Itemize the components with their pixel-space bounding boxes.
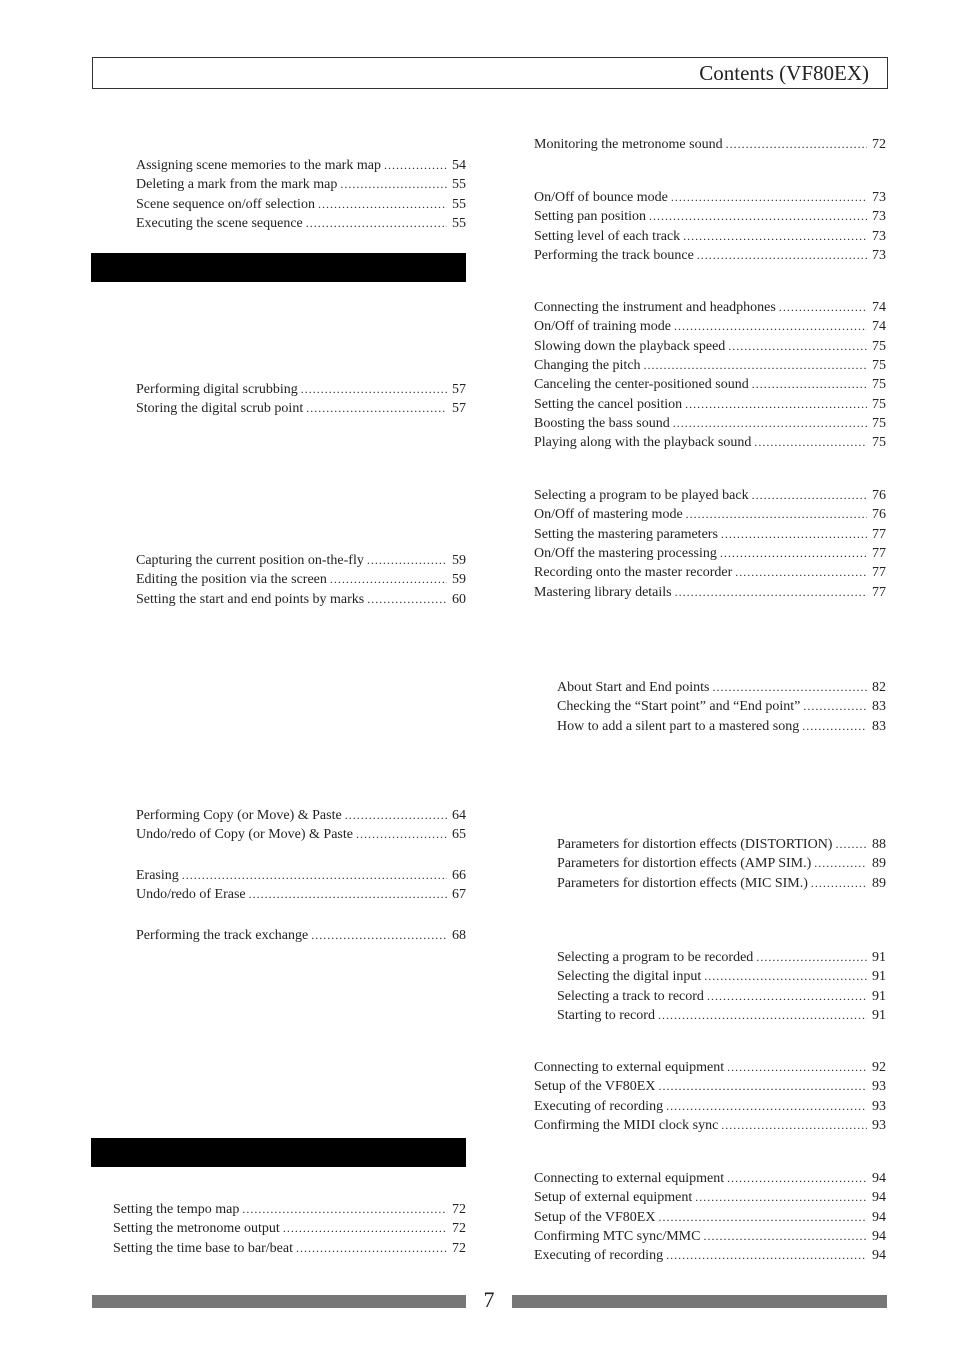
toc-entry[interactable]: [136, 380, 466, 399]
toc-entry-title: Confirming the MIDI clock sync: [534, 1117, 719, 1133]
dot-leader: [367, 551, 447, 570]
toc-entry-page: 55: [452, 196, 466, 212]
dot-leader: [384, 156, 447, 175]
toc-entry-title: Connecting the instrument and headphones: [534, 300, 776, 315]
toc-entry-title: On/Off of mastering mode: [534, 507, 683, 523]
toc-entry-title: Setting level of each track: [534, 228, 681, 244]
toc-entry-page: 72: [872, 137, 886, 152]
dot-leader: [249, 885, 447, 904]
toc-entry-title: Undo/redo of Copy (or Move) & Paste: [136, 827, 353, 843]
dot-leader: [814, 854, 867, 873]
toc-group-right: [534, 486, 886, 602]
toc-entry-title: Starting to record: [557, 1007, 655, 1023]
toc-group-right: [534, 298, 886, 452]
dot-leader: [658, 1208, 867, 1227]
toc-entry[interactable]: [113, 1219, 466, 1238]
toc-entry-title: Boosting the bass sound: [534, 415, 670, 431]
dot-leader: [704, 967, 867, 986]
toc-entry-title: Selecting a track to record: [557, 988, 704, 1004]
toc-entry[interactable]: [534, 1097, 886, 1116]
toc-entry-title: Parameters for distortion effects (MIC SIM.): [557, 875, 808, 891]
toc-entry-page: 94: [872, 1171, 886, 1186]
toc-entry[interactable]: [136, 926, 466, 945]
toc-entry[interactable]: [534, 414, 886, 433]
toc-entry-page: 64: [452, 808, 466, 823]
toc-entry-page: 94: [872, 1248, 886, 1264]
toc-entry[interactable]: [534, 433, 886, 452]
toc-entry-page: 57: [452, 382, 466, 397]
toc-entry[interactable]: [534, 563, 886, 582]
dot-leader: [182, 866, 447, 885]
toc-entry-title: Executing the scene sequence: [136, 215, 303, 231]
dot-leader: [686, 505, 867, 524]
dot-leader: [356, 825, 447, 844]
toc-entry-page: 83: [872, 718, 886, 734]
dot-leader: [779, 298, 867, 317]
toc-group-left: [136, 926, 466, 945]
toc-entry-title: Capturing the current position on-the-fly: [136, 553, 364, 568]
toc-entry[interactable]: [136, 551, 466, 570]
toc-entry-title: Executing of recording: [534, 1098, 664, 1114]
toc-entry-page: 89: [872, 875, 886, 891]
dot-leader: [803, 697, 867, 716]
toc-entry-title: About Start and End points: [557, 680, 710, 695]
dot-leader: [756, 948, 867, 967]
toc-entry-page: 59: [452, 572, 466, 588]
toc-entry-title: Performing digital scrubbing: [136, 382, 298, 397]
toc-entry[interactable]: [534, 1227, 886, 1246]
toc-entry-title: Erasing: [136, 868, 179, 883]
toc-entry-page: 74: [872, 300, 886, 315]
dot-leader: [707, 987, 867, 1006]
toc-entry[interactable]: [136, 175, 466, 194]
toc-entry-title: Setting pan position: [534, 209, 646, 225]
dot-leader: [727, 1058, 867, 1077]
toc-entry[interactable]: [136, 570, 466, 589]
toc-entry-title: Recording onto the master recorder: [534, 565, 733, 581]
toc-entry[interactable]: [136, 885, 466, 904]
toc-entry-page: 55: [452, 177, 466, 193]
toc-entry-page: 89: [872, 856, 886, 872]
toc-entry-title: Changing the pitch: [534, 357, 641, 373]
toc-entry-title: Setting the cancel position: [534, 396, 683, 412]
toc-entry-page: 94: [872, 1228, 886, 1244]
toc-entry-page: 75: [872, 415, 886, 431]
footer-bar-right: [512, 1295, 887, 1308]
toc-group-left: [136, 806, 466, 845]
toc-entry-title: Undo/redo of Erase: [136, 887, 246, 903]
toc-group-right: [557, 948, 886, 1025]
toc-entry[interactable]: [534, 298, 886, 317]
toc-entry-title: Mastering library details: [534, 584, 672, 600]
section-bar-top: [91, 253, 466, 282]
toc-entry[interactable]: [534, 337, 886, 356]
toc-entry-title: On/Off of bounce mode: [534, 190, 668, 205]
dot-leader: [835, 835, 867, 854]
toc-entry-title: Setup of the VF80EX: [534, 1209, 656, 1225]
toc-group-left: [136, 380, 466, 419]
toc-entry[interactable]: [534, 1188, 886, 1207]
toc-entry-page: 68: [452, 928, 466, 943]
dot-leader: [721, 525, 867, 544]
toc-entry-page: 73: [872, 247, 886, 263]
toc-entry-page: 88: [872, 837, 886, 852]
toc-entry-title: Storing the digital scrub point: [136, 401, 304, 417]
dot-leader: [752, 375, 867, 394]
toc-entry-title: Connecting to external equipment: [534, 1171, 725, 1186]
toc-entry-page: 72: [452, 1221, 466, 1237]
dot-leader: [802, 717, 867, 736]
toc-entry-title: Setup of the VF80EX: [534, 1079, 656, 1095]
toc-entry[interactable]: [136, 825, 466, 844]
dot-leader: [683, 227, 867, 246]
toc-entry[interactable]: [557, 874, 886, 893]
toc-entry-page: 60: [452, 591, 466, 607]
toc-entry[interactable]: [534, 486, 886, 505]
dot-leader: [658, 1077, 867, 1096]
toc-entry-title: Playing along with the playback sound: [534, 435, 752, 451]
toc-entry[interactable]: [557, 835, 886, 854]
dot-leader: [754, 433, 867, 452]
toc-entry[interactable]: [534, 375, 886, 394]
toc-entry[interactable]: [534, 1208, 886, 1227]
toc-entry-title: Slowing down the playback speed: [534, 338, 726, 354]
toc-entry[interactable]: [136, 866, 466, 885]
toc-entry-page: 76: [872, 488, 886, 503]
toc-entry-title: Monitoring the metronome sound: [534, 137, 723, 152]
dot-leader: [703, 1227, 867, 1246]
dot-leader: [720, 544, 867, 563]
toc-entry[interactable]: [534, 544, 886, 563]
dot-leader: [340, 175, 447, 194]
toc-entry-page: 93: [872, 1079, 886, 1095]
toc-entry-page: 76: [872, 507, 886, 523]
dot-leader: [721, 1116, 867, 1135]
toc-entry-title: Canceling the center-positioned sound: [534, 377, 749, 393]
toc-entry-page: 77: [872, 545, 886, 561]
toc-group-right: [534, 1058, 886, 1135]
dot-leader: [735, 563, 867, 582]
toc-entry-title: On/Off of training mode: [534, 319, 671, 335]
toc-entry[interactable]: [534, 395, 886, 414]
toc-entry-page: 77: [872, 565, 886, 581]
dot-leader: [318, 195, 447, 214]
toc-entry[interactable]: [534, 1058, 886, 1077]
header-box: [92, 57, 888, 89]
toc-entry[interactable]: [534, 135, 886, 154]
toc-entry[interactable]: [534, 1169, 886, 1188]
toc-entry-title: Parameters for distortion effects (DISTORTION): [557, 837, 833, 852]
toc-entry-title: Performing Copy (or Move) & Paste: [136, 808, 342, 823]
toc-entry-page: 91: [872, 988, 886, 1004]
dot-leader: [695, 1188, 867, 1207]
toc-entry-title: On/Off the mastering processing: [534, 545, 717, 561]
dot-leader: [697, 246, 867, 265]
page-title: Contents (VF80EX): [699, 61, 869, 85]
toc-entry-page: 75: [872, 377, 886, 393]
toc-entry[interactable]: [136, 806, 466, 825]
toc-entry[interactable]: [557, 697, 886, 716]
toc-entry-page: 77: [872, 526, 886, 542]
dot-leader: [330, 570, 447, 589]
toc-entry-page: 82: [872, 680, 886, 695]
toc-entry[interactable]: [136, 399, 466, 418]
toc-entry[interactable]: [534, 356, 886, 375]
toc-entry-page: 72: [452, 1240, 466, 1256]
toc-entry-page: 67: [452, 887, 466, 903]
toc-entry-title: How to add a silent part to a mastered song: [557, 718, 800, 734]
dot-leader: [649, 207, 867, 226]
toc-group-left: [113, 1200, 466, 1258]
toc-entry[interactable]: [534, 207, 886, 226]
toc-entry[interactable]: [534, 246, 886, 265]
dot-leader: [301, 380, 447, 399]
toc-entry-title: Selecting the digital input: [557, 969, 702, 985]
toc-entry-page: 94: [872, 1209, 886, 1225]
toc-group-right: [534, 135, 886, 154]
dot-leader: [367, 590, 447, 609]
toc-entry[interactable]: [557, 854, 886, 873]
dot-leader: [644, 356, 867, 375]
toc-entry-title: Assigning scene memories to the mark map: [136, 158, 381, 173]
dot-leader: [712, 678, 867, 697]
toc-group-right: [557, 678, 886, 736]
dot-leader: [658, 1006, 867, 1025]
toc-entry[interactable]: [557, 1006, 886, 1025]
toc-entry-page: 75: [872, 396, 886, 412]
toc-entry[interactable]: [136, 590, 466, 609]
toc-entry-title: Setting the mastering parameters: [534, 526, 718, 542]
toc-entry-title: Performing the track bounce: [534, 247, 694, 263]
dot-leader: [306, 214, 447, 233]
dot-leader: [666, 1246, 867, 1265]
toc-entry-page: 93: [872, 1117, 886, 1133]
toc-entry-page: 91: [872, 1007, 886, 1023]
toc-entry[interactable]: [557, 948, 886, 967]
dot-leader: [666, 1097, 867, 1116]
toc-entry-page: 83: [872, 699, 886, 715]
toc-entry[interactable]: [534, 1246, 886, 1265]
toc-entry[interactable]: [136, 156, 466, 175]
toc-entry[interactable]: [557, 678, 886, 697]
dot-leader: [727, 1169, 867, 1188]
toc-group-left: [136, 866, 466, 905]
toc-entry[interactable]: [557, 967, 886, 986]
toc-group-right: [534, 1169, 886, 1266]
dot-leader: [726, 135, 867, 154]
toc-entry-title: Confirming MTC sync/MMC: [534, 1228, 701, 1244]
toc-entry-page: 74: [872, 319, 886, 335]
toc-entry[interactable]: [534, 317, 886, 336]
toc-entry[interactable]: [534, 583, 886, 602]
toc-entry-page: 75: [872, 338, 886, 354]
section-bar-bottom: [91, 1138, 466, 1167]
toc-entry-title: Executing of recording: [534, 1248, 664, 1264]
toc-entry[interactable]: [557, 717, 886, 736]
toc-entry-title: Performing the track exchange: [136, 928, 309, 943]
toc-entry[interactable]: [534, 505, 886, 524]
dot-leader: [311, 926, 447, 945]
toc-entry[interactable]: [136, 195, 466, 214]
toc-entry-page: 65: [452, 827, 466, 843]
toc-entry-page: 91: [872, 969, 886, 985]
toc-entry-page: 57: [452, 401, 466, 417]
dot-leader: [811, 874, 867, 893]
toc-entry-page: 54: [452, 158, 466, 173]
dot-leader: [752, 486, 867, 505]
toc-entry-page: 93: [872, 1098, 886, 1114]
toc-group-left: [136, 551, 466, 609]
toc-entry-page: 73: [872, 190, 886, 205]
toc-entry-title: Editing the position via the screen: [136, 572, 327, 588]
dot-leader: [671, 188, 867, 207]
toc-entry-page: 77: [872, 584, 886, 600]
toc-entry[interactable]: [534, 1077, 886, 1096]
toc-entry-page: 66: [452, 868, 466, 883]
toc-entry[interactable]: [136, 214, 466, 233]
toc-entry-title: Checking the “Start point” and “End point”: [557, 699, 801, 715]
toc-entry[interactable]: [534, 227, 886, 246]
dot-leader: [296, 1239, 447, 1258]
toc-entry-title: Selecting a program to be recorded: [557, 950, 754, 965]
toc-entry-title: Connecting to external equipment: [534, 1060, 725, 1075]
toc-entry-page: 72: [452, 1202, 466, 1217]
toc-entry-page: 94: [872, 1190, 886, 1206]
toc-entry-title: Scene sequence on/off selection: [136, 196, 315, 212]
toc-entry[interactable]: [534, 525, 886, 544]
toc-entry-title: Setup of external equipment: [534, 1190, 693, 1206]
toc-entry-title: Setting the time base to bar/beat: [113, 1240, 294, 1256]
page-number: 7: [483, 1287, 495, 1312]
dot-leader: [673, 414, 867, 433]
dot-leader: [283, 1219, 447, 1238]
toc-entry-page: 75: [872, 435, 886, 451]
toc-entry[interactable]: [113, 1239, 466, 1258]
toc-entry-title: Setting the metronome output: [113, 1221, 280, 1237]
toc-entry-page: 73: [872, 209, 886, 225]
toc-entry-title: Selecting a program to be played back: [534, 488, 749, 503]
toc-entry[interactable]: [534, 1116, 886, 1135]
toc-entry-page: 75: [872, 357, 886, 373]
dot-leader: [306, 399, 447, 418]
toc-entry-page: 92: [872, 1060, 886, 1075]
toc-entry[interactable]: [557, 987, 886, 1006]
toc-entry-page: 55: [452, 215, 466, 231]
dot-leader: [674, 317, 867, 336]
toc-group-right: [557, 835, 886, 893]
toc-entry-page: 73: [872, 228, 886, 244]
toc-entry[interactable]: [534, 188, 886, 207]
footer-bar-left: [92, 1295, 466, 1308]
toc-group-right: [534, 188, 886, 265]
toc-entry-title: Parameters for distortion effects (AMP SIM.): [557, 856, 812, 872]
toc-entry-title: Setting the tempo map: [113, 1202, 240, 1217]
dot-leader: [728, 337, 867, 356]
dot-leader: [675, 583, 867, 602]
toc-entry[interactable]: [113, 1200, 466, 1219]
dot-leader: [242, 1200, 447, 1219]
toc-entry-page: 59: [452, 553, 466, 568]
toc-entry-title: Setting the start and end points by marks: [136, 591, 365, 607]
toc-group-left: [136, 156, 466, 233]
dot-leader: [685, 395, 867, 414]
toc-entry-page: 91: [872, 950, 886, 965]
dot-leader: [345, 806, 447, 825]
toc-entry-title: Deleting a mark from the mark map: [136, 177, 338, 193]
